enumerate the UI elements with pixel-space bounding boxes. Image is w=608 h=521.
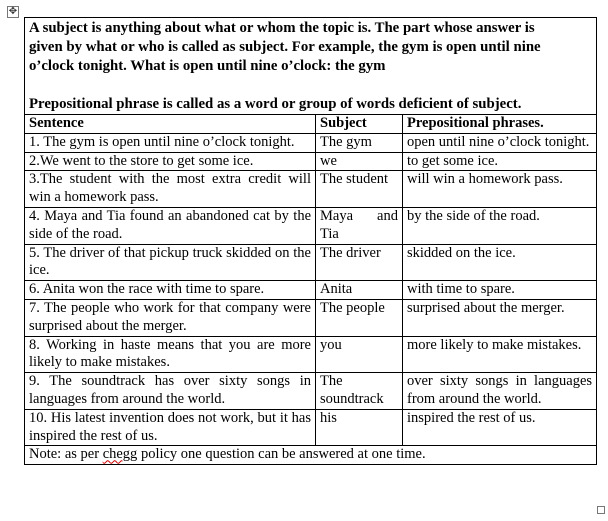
note-cell xyxy=(25,446,597,465)
subject-cell: Maya and Tia xyxy=(316,207,403,244)
subject-cell: The soundtrack xyxy=(316,373,403,410)
phrase-cell: to get some ice. xyxy=(403,152,597,171)
intro-line-3: o’clock tonight. What is open until nine o’clock: the gym xyxy=(29,58,386,74)
phrase-cell: over sixty songs in languages from around the world. xyxy=(403,373,597,410)
sentence-cell: 10. His latest invention does not work, but it has inspired the rest of us. xyxy=(25,409,316,446)
sentence-cell: 7. The people who work for that company were surprised about the merger. xyxy=(25,299,316,336)
intro-line-2: given by what or who is called as subject. For example, the gym is open until nine xyxy=(29,39,541,55)
document-table xyxy=(24,17,597,465)
sentence-cell: 4. Maya and Tia found an abandoned cat by the side of the road. xyxy=(25,207,316,244)
phrase-cell: by the side of the road. xyxy=(403,207,597,244)
phrase-cell: will win a homework pass. xyxy=(403,171,597,208)
table-row xyxy=(25,171,597,208)
subject-cell: you xyxy=(316,336,403,373)
header-row xyxy=(25,115,597,134)
table-row xyxy=(25,336,597,373)
note-text-after: policy one question can be answered at one time. xyxy=(137,446,426,463)
subject-cell: The people xyxy=(316,299,403,336)
intro-line-1: A subject is anything about what or whom the topic is. The part whose answer is xyxy=(29,20,535,36)
sentence-cell: 1. The gym is open until nine o’clock tonight. xyxy=(25,133,316,152)
table-row xyxy=(25,207,597,244)
table-row xyxy=(25,133,597,152)
sentence-cell: 9. The soundtrack has over sixty songs in languages from around the world. xyxy=(25,373,316,410)
phrase-cell: more likely to make mistakes. xyxy=(403,336,597,373)
definition-cell xyxy=(25,18,597,115)
phrase-cell: skidded on the ice. xyxy=(403,244,597,281)
table-row xyxy=(25,244,597,281)
resize-handle-icon[interactable] xyxy=(597,506,605,514)
phrase-cell: surprised about the merger. xyxy=(403,299,597,336)
subject-cell: we xyxy=(316,152,403,171)
subject-cell: his xyxy=(316,409,403,446)
table-row xyxy=(25,409,597,446)
note-text-before: Note: as per xyxy=(29,446,103,463)
phrase-cell: with time to spare. xyxy=(403,281,597,300)
intro-line-4: Prepositional phrase is called as a word or group of words deficient of subject. xyxy=(29,96,522,112)
phrase-cell: inspired the rest of us. xyxy=(403,409,597,446)
header-sentence: Sentence xyxy=(25,115,316,134)
header-phrase: Prepositional phrases. xyxy=(403,115,597,134)
sentence-cell: 2.We went to the store to get some ice. xyxy=(25,152,316,171)
subject-cell: Anita xyxy=(316,281,403,300)
note-word-spellcheck: chegg xyxy=(102,446,138,463)
table-row xyxy=(25,152,597,171)
table-row xyxy=(25,281,597,300)
sentence-cell: 8. Working in haste means that you are more likely to make mistakes. xyxy=(25,336,316,373)
table-row xyxy=(25,373,597,410)
sentence-cell: 5. The driver of that pickup truck skidded on the ice. xyxy=(25,244,316,281)
sentence-cell: 3.The student with the most extra credit will win a homework pass. xyxy=(25,171,316,208)
phrase-cell: open until nine o’clock tonight. xyxy=(403,133,597,152)
subject-cell: The driver xyxy=(316,244,403,281)
header-subject: Subject xyxy=(316,115,403,134)
sentence-cell: 6. Anita won the race with time to spare. xyxy=(25,281,316,300)
subject-cell: The student xyxy=(316,171,403,208)
table-row xyxy=(25,299,597,336)
subject-cell: The gym xyxy=(316,133,403,152)
move-icon[interactable]: ✥ xyxy=(8,6,18,17)
